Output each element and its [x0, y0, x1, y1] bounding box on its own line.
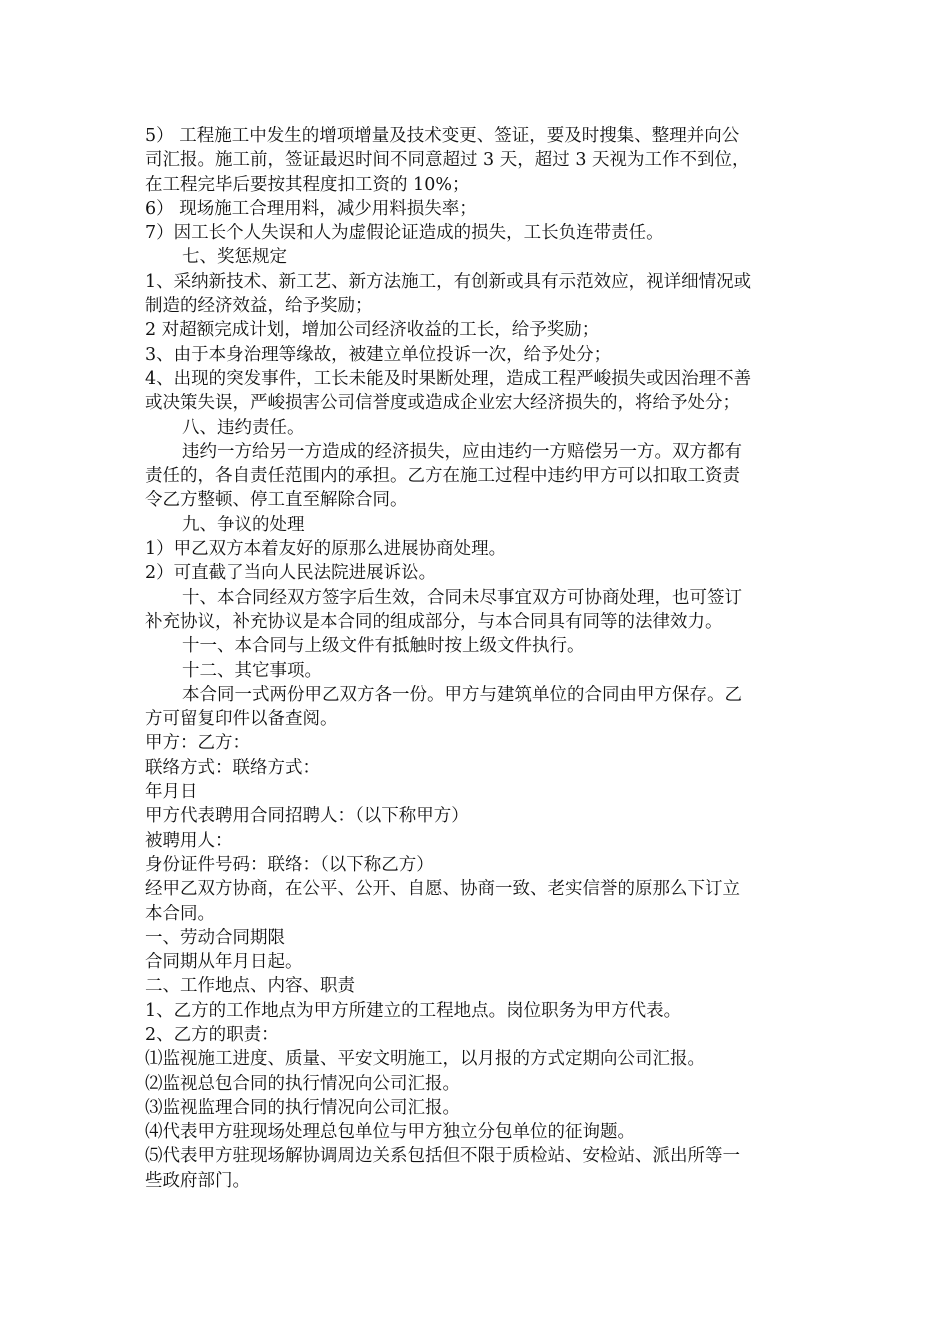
document-body: [145, 124, 810, 1193]
text-line: 十、本合同经双方签字后生效，合同未尽事宜双方可协商处理，也可签订: [182, 587, 742, 608]
text-line: 九、争议的处理: [182, 514, 305, 535]
text-line: ⑸代表甲方驻现场解协调周边关系包括但不限于质检站、安检站、派出所等一: [145, 1146, 740, 1167]
text-line: 经甲乙双方协商，在公平、公开、自愿、协商一致、老实信誉的原那么下订立: [145, 879, 740, 900]
text-line: 或决策失误，严峻损害公司信誉度或造成企业宏大经济损失的，将给予处分；: [145, 393, 740, 414]
text-line: 身份证件号码：联络：（以下称乙方）: [145, 854, 434, 875]
text-line: 2、乙方的职责：: [145, 1024, 279, 1045]
text-line: 2）可直截了当向人民法院进展诉讼。: [145, 563, 437, 584]
text-line: ⑶监视监理合同的执行情况向公司汇报。: [145, 1097, 460, 1118]
text-line: 甲方代表聘用合同招聘人：（以下称甲方）: [145, 806, 469, 827]
text-line: 甲方：乙方：: [145, 733, 250, 754]
text-line: 制造的经济效益，给予奖励；: [145, 296, 373, 317]
text-line: 十一、本合同与上级文件有抵触时按上级文件执行。: [182, 636, 585, 657]
text-line: 1）甲乙双方本着友好的原那么进展协商处理。: [145, 539, 507, 560]
text-line: 5） 工程施工中发生的增项增量及技术变更、签证，要及时搜集、整理并向公: [145, 126, 740, 146]
text-line: 方可留复印件以备查阅。: [145, 709, 338, 730]
text-line: 4、出现的突发事件，工长未能及时果断处理，造成工程严峻损失或因治理不善: [145, 368, 752, 389]
text-line: 令乙方整顿、停工直至解除合同。: [145, 490, 408, 511]
text-line: 6） 现场施工合理用料，减少用料损失率；: [145, 198, 477, 219]
text-line: 十二、其它事项。: [182, 660, 322, 681]
text-line: ⑵监视总包合同的执行情况向公司汇报。: [145, 1073, 460, 1094]
text-line: 2 对超额完成计划，增加公司经济收益的工长，给予奖励；: [145, 320, 600, 341]
text-line: 年月日: [145, 782, 198, 803]
text-line: 些政府部门。: [145, 1170, 250, 1191]
text-line: 1、乙方的工作地点为甲方所建立的工程地点。岗位职务为甲方代表。: [145, 1000, 682, 1021]
text-line: 1、采纳新技术、新工艺、新方法施工，有创新或具有示范效应，视详细情况或: [145, 271, 752, 292]
text-line: 二、工作地点、内容、职责: [145, 976, 355, 997]
text-line: 本合同一式两份甲乙双方各一份。甲方与建筑单位的合同由甲方保存。乙: [182, 684, 742, 705]
text-line: 八、违约责任。: [182, 417, 305, 438]
text-line: ⑷代表甲方驻现场处理总包单位与甲方独立分包单位的征询题。: [145, 1122, 635, 1143]
text-line: 补充协议，补充协议是本合同的组成部分，与本合同具有同等的法律效力。: [145, 611, 723, 632]
text-line: 联络方式：联络方式：: [145, 757, 320, 778]
text-line: 司汇报。施工前，签证最迟时间不同意超过 3 天，超过 3 天视为工作不到位，: [145, 150, 750, 171]
text-line: 3、由于本身治理等缘故，被建立单位投诉一次，给予处分；: [145, 344, 612, 365]
text-line: 被聘用人：: [145, 830, 233, 851]
text-line: 责任的，各自责任范围内的承担。乙方在施工过程中违约甲方可以扣取工资责: [145, 466, 740, 487]
text-line: 合同期从年月日起。: [145, 952, 303, 973]
text-line: 在工程完毕后要按其程度扣工资的 10%；: [145, 174, 470, 195]
text-line: 一、劳动合同期限: [145, 927, 285, 948]
text-line: 7）因工长个人失误和人为虚假论证造成的损失，工长负连带责任。: [145, 223, 664, 244]
text-line: ⑴监视施工进度、质量、平安文明施工，以月报的方式定期向公司汇报。: [145, 1049, 705, 1070]
text-line: 违约一方给另一方造成的经济损失，应由违约一方赔偿另一方。双方都有: [182, 441, 742, 462]
text-line: 本合同。: [145, 903, 215, 924]
text-line: 七、奖惩规定: [182, 247, 287, 268]
